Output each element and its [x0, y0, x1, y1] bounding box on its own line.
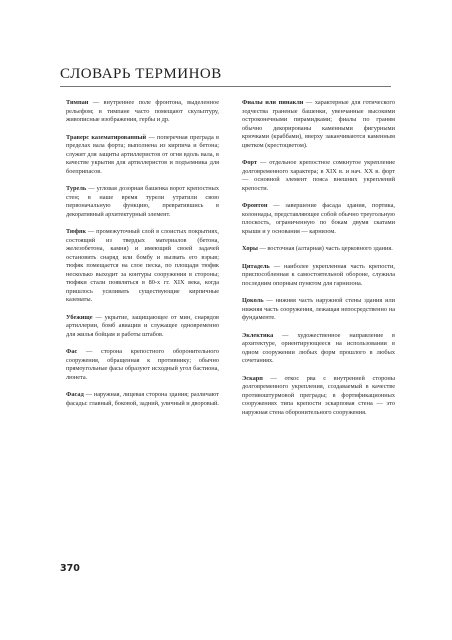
entry-definition: — сторона крепостного оборонительного сооружения, обращенная к противнику; обычно прямоугольные фасы образуют исходный угол бастиона, люнета.: [66, 348, 219, 381]
glossary-entry: [66, 134, 219, 177]
entry-definition: — характерные для готического зодчества граненые башенки, увенчанные высокими остроконечными пирамидками; фиалы по граням обычно декорированы каменными фигурными крючками (краббами), вверху заканчиваются каменным цветком (крестоцветом).: [242, 99, 396, 149]
entry-definition: — внутреннее поле фронтона, выделенное рельефом; в тимпане часто помещают скульптуру, живописные изображения, гербы и др.: [66, 99, 219, 123]
glossary-entry: [66, 228, 219, 305]
entry-term: Цоколь: [242, 297, 264, 304]
entry-definition: — промежуточный слой в слоистых покрытиях, состоящий из твердых материалов (бетона, железобетона, камня) и имеющий своей задачей остановить снаряд или бомбу и вызвать его взрыв; тюфяк помещается на слое песка, по площади тюфяк несколько выходит за контуры сооружения в стороны; тюфяки стали появляться в 80-х гг. XIX века, когда пришлось усиливать существующие кирпичные казематы.: [66, 228, 219, 303]
entry-term: Эскарп: [242, 374, 263, 382]
glossary-entry: [66, 185, 219, 219]
entry-term: Хоры: [242, 245, 258, 252]
glossary-entry: [242, 332, 395, 366]
right-column: [242, 99, 395, 426]
entry-term: Фронтон: [242, 202, 268, 209]
entry-term: Эклектика: [242, 331, 274, 339]
entry-definition: — наружная, лицевая сторона здания; различают фасады: главный, боковой, задний, уличный и дворовый.: [66, 391, 219, 407]
glossary-entry: [66, 99, 219, 125]
entry-definition: — завершение фасада здания, портика, колоннады, представляющее собой обычно треугольную плоскость, ограниченную по бокам двумя скатами крыши и у основания — карнизом.: [242, 202, 395, 235]
entry-term: Тюфяк: [66, 228, 86, 235]
glossary-entry: [242, 202, 395, 236]
entry-definition: — отдельное крепостное сомкнутое укрепление долговременного характера; в XIX в. и нач. XX в. форт — основной элемент пояса внешних укреплений крепости.: [242, 159, 395, 192]
entry-definition: — восточная (алтарная) часть церковного здания.: [259, 245, 393, 252]
glossary-entry: [242, 375, 395, 418]
entry-definition: — угловая дозорная башенка ворот крепостных стен; в наше время турели утратили свою первоначальную функцию, превратившись в декоративный архитектурный элемент.: [66, 185, 219, 218]
glossary-entry: [242, 263, 395, 289]
header-divider: [60, 86, 391, 87]
glossary-entry: [66, 348, 219, 382]
glossary-entry: [66, 314, 219, 340]
glossary-entry: [66, 391, 219, 408]
glossary-entry: [242, 159, 395, 193]
glossary-entry: [242, 99, 395, 150]
glossary-entry: [242, 297, 395, 323]
page-number: 370: [60, 563, 80, 574]
entry-term: Форт: [242, 159, 258, 166]
entry-term: Фасад: [66, 391, 84, 398]
entry-term: Фас: [66, 348, 78, 355]
glossary-entry: [242, 245, 395, 254]
entry-definition: — художественное направление в архитектуре, ориентирующееся на использовании в одном сооружении любых форм прошлого в любых сочетаниях.: [242, 331, 395, 364]
entry-definition: — поперечная преграда в пределах вала форта; выполнена из кирпича и бетона; служит для защиты артиллеристов от огня вдоль вала, в качестве укрытия для артиллеристов и подъемника для боеприпасов.: [66, 133, 220, 175]
entry-definition: — укрытие, защищающее от мин, снарядов артиллерии, бомб авиации и служащее одновременно для жилья бойцам и работы штабов.: [66, 313, 219, 338]
entry-definition: — нижняя часть наружной стены здания или нижняя часть сооружения, лежащая непосредственно на фундаменте.: [242, 297, 395, 321]
entry-term: Тимпан: [66, 99, 89, 106]
entry-definition: — наиболее укрепленная часть крепости, приспособленная к самостоятельной обороне, служила последним опорным пунктом для гарнизона.: [242, 262, 395, 287]
entry-term: Убежище: [66, 313, 93, 321]
page-title: СЛОВАРЬ ТЕРМИНОВ: [60, 66, 222, 82]
entry-definition: — откос рва с внутренней стороны долговременного укрепления, создаваемый в качестве противоштурмовой преграды; в фортификационных сооружениях типа крепости эскарповая стена — это наружная стена оборонительного сооружения.: [242, 374, 395, 416]
entry-term: Турель: [66, 185, 87, 192]
entry-term: Фиалы или пинакли: [242, 99, 304, 106]
entry-term: Траверс казематированный: [66, 133, 147, 141]
left-column: [66, 99, 219, 417]
entry-term: Цитадель: [242, 262, 270, 270]
